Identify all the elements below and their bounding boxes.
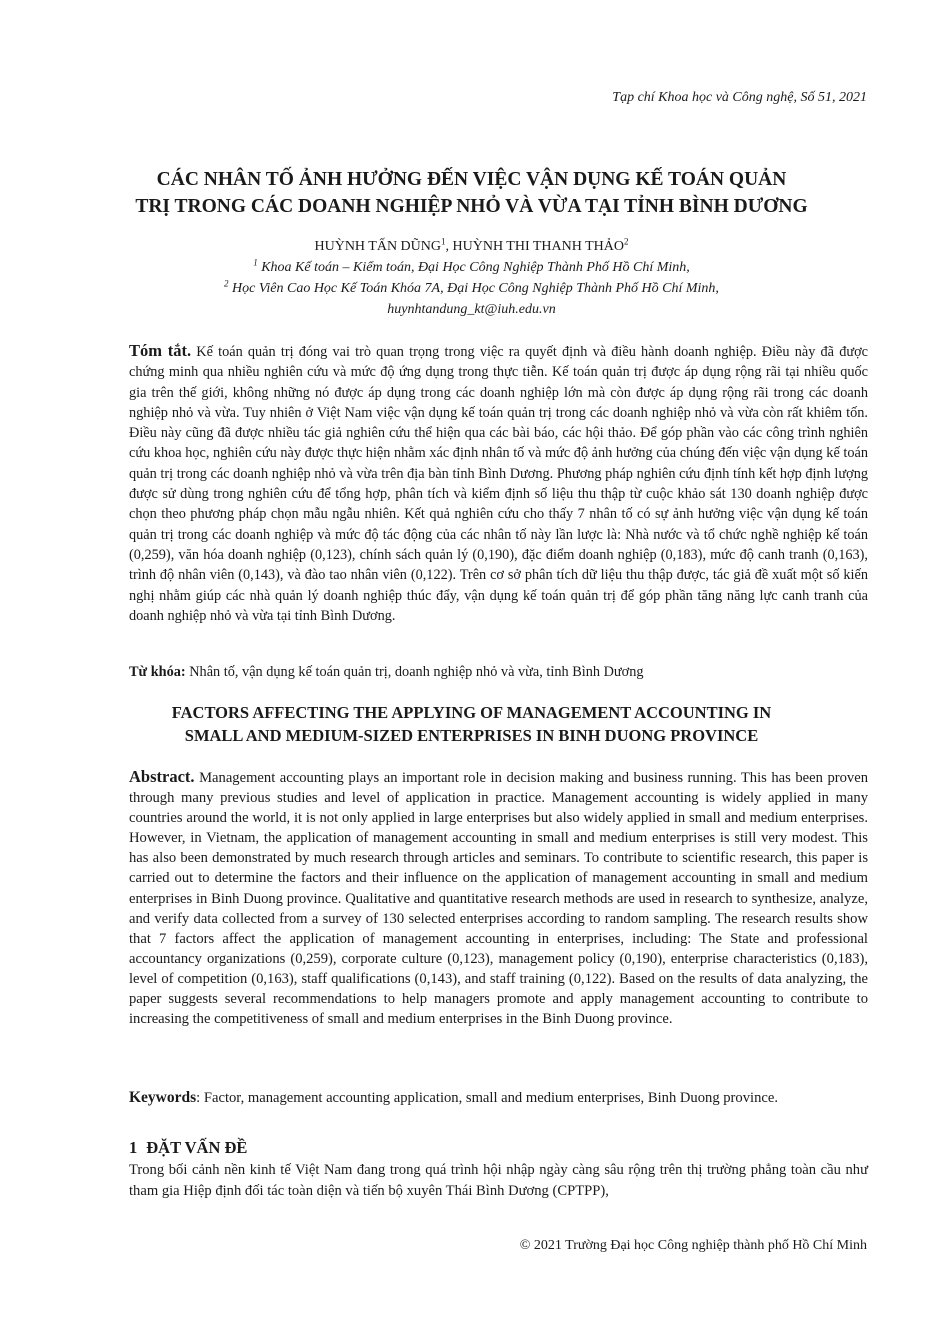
abstract-vietnamese <box>129 341 868 626</box>
keywords-vi-text: Nhân tố, vận dụng kế toán quản trị, doanh nghiệp nhỏ và vừa, tỉnh Bình Dương <box>185 664 644 680</box>
paper-title-english <box>100 701 843 747</box>
author-1-affiliation-mark: 1 <box>441 236 446 247</box>
author-2: HUỲNH THI THANH THẢO <box>452 239 624 254</box>
keywords-english <box>129 1088 868 1108</box>
affiliation-2 <box>130 278 813 299</box>
title-vi-line-1: CÁC NHÂN TỐ ẢNH HƯỞNG ĐẾN VIỆC VẬN DỤNG KẾ TOÁN QUẢN <box>156 169 787 190</box>
abstract-vi-label: Tóm tắt. <box>129 341 192 360</box>
section-1-title: ĐẶT VẤN ĐỀ <box>146 1138 248 1157</box>
journal-running-header: Tạp chí Khoa học và Công nghệ, Số 51, 2021 <box>612 90 867 105</box>
title-vi-line-2: TRỊ TRONG CÁC DOANH NGHIỆP NHỎ VÀ VỪA TẠI TỈNH BÌNH DƯƠNG <box>135 196 808 217</box>
author-1: HUỲNH TẤN DŨNG <box>314 239 441 254</box>
author-separator: , <box>445 239 453 254</box>
affiliation-2-mark: 2 <box>224 278 229 289</box>
abstract-en-label: Abstract. <box>129 767 195 786</box>
affiliation-2-text: Học Viên Cao Học Kế Toán Khóa 7A, Đại Học Công Nghiệp Thành Phố Hồ Chí Minh, <box>228 281 719 296</box>
paper-title-vietnamese <box>100 166 843 220</box>
affiliation-1-text: Khoa Kế toán – Kiểm toán, Đại Học Công Nghiệp Thành Phố Hồ Chí Minh, <box>257 260 690 275</box>
author-block <box>130 236 813 320</box>
title-en-line-1: FACTORS AFFECTING THE APPLYING OF MANAGEMENT ACCOUNTING IN <box>171 703 772 722</box>
author-line <box>130 236 813 257</box>
section-1-number: 1 <box>129 1138 138 1157</box>
abstract-english <box>129 767 868 1029</box>
abstract-en-text: Management accounting plays an important role in decision making and business running. This has been proven through many previous studies and level of application in practice. Management accounting is widely applied in many countries around the world, it is not only applied in large enterprises but also widely applied in small and medium enterprises. However, in Vietnam, the application of management accounting in small and medium enterprises is still very modest. This has also been demonstrated by much research through articles and seminars. To contribute to scientific research, this paper is carried out to determine the factors and their influence on the application of management accounting in small and medium enterprises in Binh Duong province. Qualitative and quantitative research methods are used in research to synthesize, analyze, and verify data collected from a survey of 130 selected enterprises according to random sampling. The research results show that 7 factors affect the application of management accounting in enterprises, including: The State and professional accountancy organizations (0,259), corporate culture (0,123), management policy (0,190), enterprise characteristics (0,183), level of competition (0,163), staff qualifications (0,143), and staff training (0,122). Based on the results of data analyzing, the paper suggests several recommendations to help managers promote and apply management accounting to contribute to increasing the competitiveness of small and medium enterprises in the Binh Duong province. <box>129 770 868 1028</box>
author-2-affiliation-mark: 2 <box>624 236 629 247</box>
affiliation-1 <box>130 257 813 278</box>
title-en-line-2: SMALL AND MEDIUM-SIZED ENTERPRISES IN BINH DUONG PROVINCE <box>184 726 759 745</box>
section-1-paragraph: Trong bối cảnh nền kinh tế Việt Nam đang trong quá trình hội nhập ngày càng sâu rộng trên thị trường phẳng toàn cầu như tham gia Hiệp định đối tác toàn diện và tiến bộ xuyên Thái Bình Dương (CPTPP), <box>129 1162 868 1199</box>
keywords-en-label: Keywords <box>129 1089 197 1106</box>
affiliation-1-mark: 1 <box>253 257 258 268</box>
abstract-vi-text: Kế toán quản trị đóng vai trò quan trọng trong việc ra quyết định và điều hành doanh nghiệp. Điều này đã được chứng minh qua nhiều nghiên cứu và mức độ ứng dụng trong thực tiễn. Kế toán quản trị được áp dụng rộng rãi tại nhiều quốc gia trên thế giới, không những nó được áp dụng trong các doanh nghiệp lớn mà còn được áp dụng rộng rãi trong các doanh nghiệp nhỏ và vừa. Tuy nhiên ở Việt Nam việc vận dụng kế toán quản trị trong các doanh nghiệp nhỏ và vừa còn rất khiêm tốn. Điều này cũng đã được nhiều tác giả nghiên cứu thể hiện qua các bài báo, các hội thảo. Để góp phần vào các công trình nghiên cứu khoa học, nghiên cứu này được thực hiện nhằm xác định nhân tố và mức độ ảnh hưởng của chúng đến việc vận dụng kế toán quản trị trong các doanh nghiệp nhỏ và vừa trên địa bàn tỉnh Bình Dương. Phương pháp nghiên cứu định tính kết hợp định lượng được sử dùng trong nghiên cứu để tổng hợp, phân tích và kiểm định số liệu thu thập từ cuộc khảo sát 130 doanh nghiệp được chọn theo phương pháp chọn mẫu ngẫu nhiên. Kết quả nghiên cứu cho thấy 7 nhân tố có sự ảnh hưởng việc vận dụng kế toán quản trị trong các doanh nghiệp và mức độ tác động của các nhân tố này lần lược là: Nhà nước và tổ chức nghề nghiệp kế toán (0,259), văn hóa doanh nghiệp (0,123), chính sách quản lý (0,190), đặc điểm doanh nghiệp (0,183), mức độ canh tranh (0,163), trình độ nhân viên (0,143), và đào tao nhân viên (0,122). Trên cơ sở phân tích dữ liệu thu thập được, tác giả đề xuất một số kiến nghị nhằm giúp các nhà quản lý doanh nghiệp thúc đẩy, vận dụng kế toán quản trị để góp phần tăng năng lực canh tranh của doanh nghiệp nhỏ và vừa tại tỉnh Bình Dương. <box>129 344 868 624</box>
keywords-en-text: : Factor, management accounting application, small and medium enterprises, Binh Duong province. <box>196 1090 778 1106</box>
section-1-heading <box>129 1138 247 1158</box>
keywords-vietnamese <box>129 662 868 682</box>
corresponding-email[interactable]: huynhtandung_kt@iuh.edu.vn <box>387 302 556 317</box>
keywords-vi-label: Từ khóa: <box>129 664 186 680</box>
copyright-footer: © 2021 Trường Đại học Công nghiệp thành phố Hồ Chí Minh <box>519 1238 867 1253</box>
